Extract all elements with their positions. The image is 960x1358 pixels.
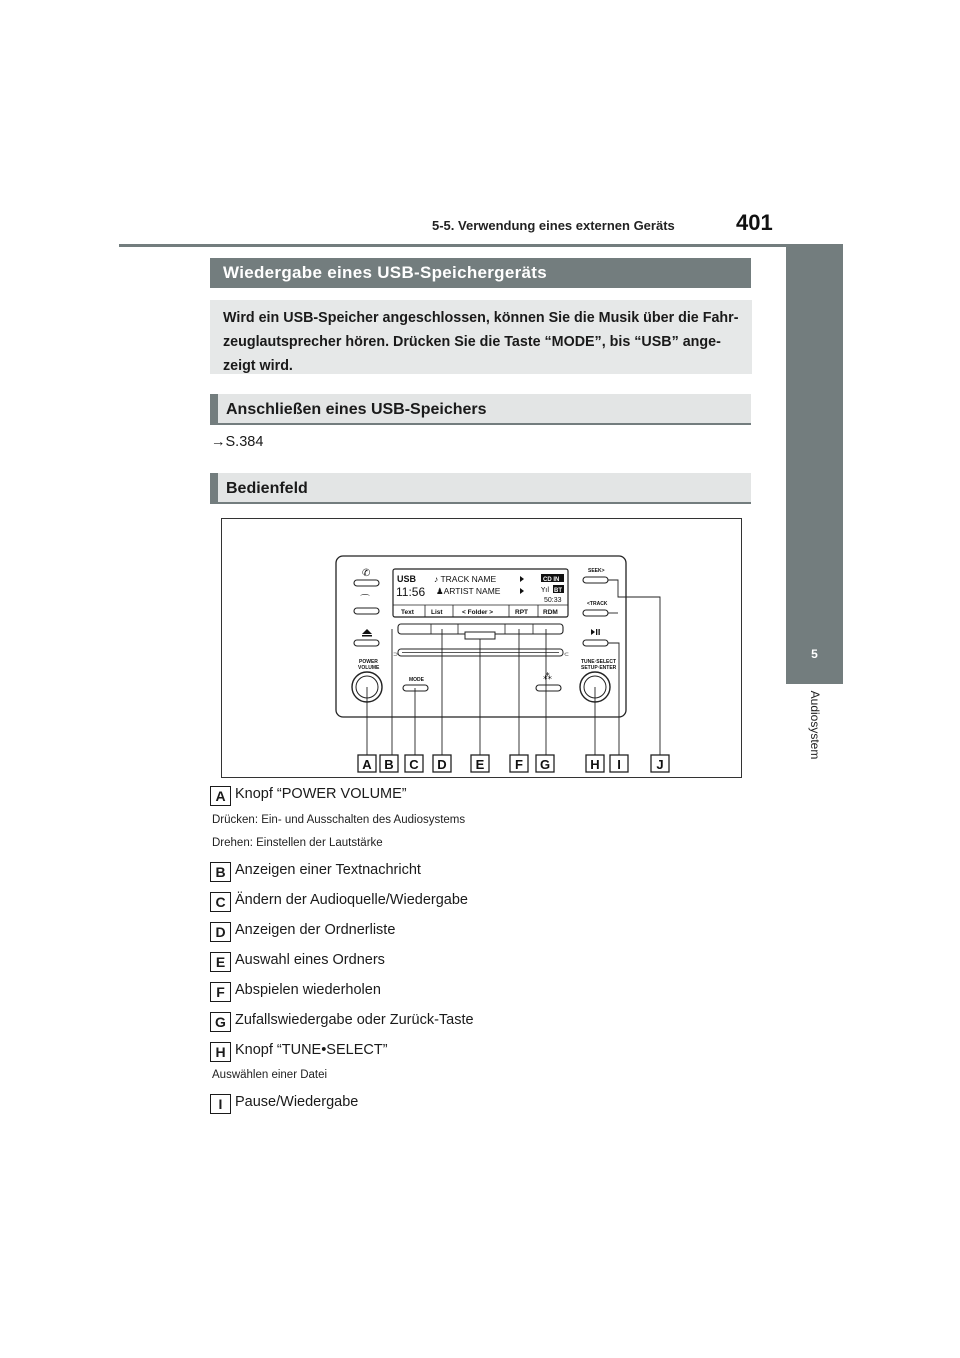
display-artist: ♟ARTIST NAME: [436, 586, 501, 596]
svg-text:⊂: ⊂: [564, 652, 570, 658]
item-letter-f: F: [210, 982, 231, 1002]
eject-button: [354, 640, 379, 646]
item-a: [210, 786, 407, 806]
control-panel-illustration: [222, 519, 741, 777]
note-h-select: Auswählen einer Datei: [212, 1069, 328, 1081]
callout-i: I: [617, 757, 621, 772]
phone-icon: ✆: [362, 568, 371, 579]
callout-c: C: [409, 757, 419, 772]
softkey-text: Text: [401, 609, 414, 616]
setup-button: [536, 685, 561, 691]
item-text-a: Knopf “POWER VOLUME”: [235, 786, 407, 802]
softkey-folder: < Folder >: [462, 609, 494, 616]
item-letter-i: I: [210, 1094, 231, 1114]
callout-f: F: [515, 757, 523, 772]
item-text-e: Auswahl eines Ordners: [235, 952, 385, 968]
item-letter-e: E: [210, 952, 231, 972]
softkey-rdm: RDM: [543, 609, 558, 616]
softkey-rpt: RPT: [515, 609, 528, 616]
track-button: [583, 610, 608, 616]
label-tune-select: TUNE·SELECT: [581, 659, 616, 665]
item-text-h: Knopf “TUNE•SELECT”: [235, 1042, 388, 1058]
intro-line-2: zeuglautsprecher hören. Drücken Sie die Taste “MODE”, bis “USB” ange-: [223, 334, 721, 350]
callout-labels: [358, 755, 669, 772]
panel-heading: Bedienfeld: [210, 473, 751, 504]
item-h: [210, 1042, 388, 1062]
callout-d: D: [437, 757, 447, 772]
item-i: [210, 1094, 358, 1114]
callout-g: G: [539, 757, 551, 772]
intro-line-3: zeigt wird.: [223, 358, 293, 374]
intro-box: [210, 300, 752, 374]
header-rule: [119, 244, 843, 247]
label-seek: SEEK>: [588, 568, 605, 574]
item-text-b: Anzeigen einer Textnachricht: [235, 862, 421, 878]
display-elapsed: 50:33: [544, 597, 562, 604]
seek-button: [583, 577, 608, 583]
intro-line-1: Wird ein USB-Speicher angeschlossen, können Sie die Musik über die Fahr-: [223, 310, 739, 326]
item-letter-d: D: [210, 922, 231, 942]
item-letter-a: A: [210, 786, 231, 806]
callout-h: H: [590, 757, 600, 772]
chapter-label: Audiosystem: [808, 690, 822, 760]
item-letter-g: G: [210, 1012, 231, 1032]
phone-button: [354, 580, 379, 586]
item-e: [210, 952, 385, 972]
item-d: [210, 922, 395, 942]
display-track: ♪ TRACK NAME: [434, 574, 497, 584]
softkey-list: List: [431, 609, 443, 616]
item-text-d: Anzeigen der Ordnerliste: [235, 922, 396, 938]
item-c: [210, 892, 468, 912]
item-b: [210, 862, 421, 882]
control-panel-diagram: [221, 518, 742, 778]
setup-icon: ⁂: [543, 672, 552, 682]
play-pause-button: [583, 640, 608, 646]
callout-j: J: [656, 757, 664, 772]
chapter-tab: [786, 247, 843, 627]
callout-e: E: [475, 757, 485, 772]
main-heading: Wiedergabe eines USB-Speichergeräts: [210, 258, 751, 288]
label-volume: VOLUME: [358, 665, 380, 671]
page-number: 401: [736, 210, 773, 235]
item-text-c: Ändern der Audioquelle/Wiedergabe: [235, 892, 468, 908]
item-text-g: Zufallswiedergabe oder Zurück-Taste: [235, 1012, 474, 1028]
note-a-press: Drücken: Ein- und Ausschalten des Audiosystems: [212, 814, 466, 826]
callout-b: B: [384, 757, 394, 772]
badge-cd-in: CD IN: [543, 577, 560, 583]
connect-heading: Anschließen eines USB-Speichers: [210, 394, 751, 425]
mode-button: [403, 685, 428, 691]
hangup-icon: ⌒: [360, 595, 370, 606]
svg-text:⊃: ⊃: [393, 652, 399, 658]
signal-icon: Yıl: [541, 586, 550, 594]
badge-bt: BT: [554, 588, 562, 594]
page-reference: →S.384: [211, 434, 264, 450]
display-time: 11:56: [396, 585, 426, 599]
callout-a: A: [362, 757, 372, 772]
label-track: <TRACK: [587, 601, 608, 607]
label-power: POWER: [359, 659, 378, 665]
item-text-f: Abspielen wiederholen: [235, 982, 381, 998]
chapter-number: 5: [811, 647, 818, 661]
item-letter-h: H: [210, 1042, 231, 1062]
item-text-i: Pause/Wiedergabe: [235, 1094, 359, 1110]
section-title: 5-5. Verwendung eines externen Geräts: [432, 218, 675, 233]
item-letter-c: C: [210, 892, 231, 912]
item-f: [210, 982, 381, 1002]
item-letter-b: B: [210, 862, 231, 882]
running-header: [432, 218, 702, 233]
item-g: [210, 1012, 474, 1032]
display-source: USB: [397, 574, 417, 584]
label-mode: MODE: [409, 677, 424, 683]
hangup-button: [354, 608, 379, 614]
note-a-turn: Drehen: Einstellen der Lautstärke: [212, 837, 383, 849]
label-setup-enter: SETUP·ENTER: [581, 665, 617, 671]
